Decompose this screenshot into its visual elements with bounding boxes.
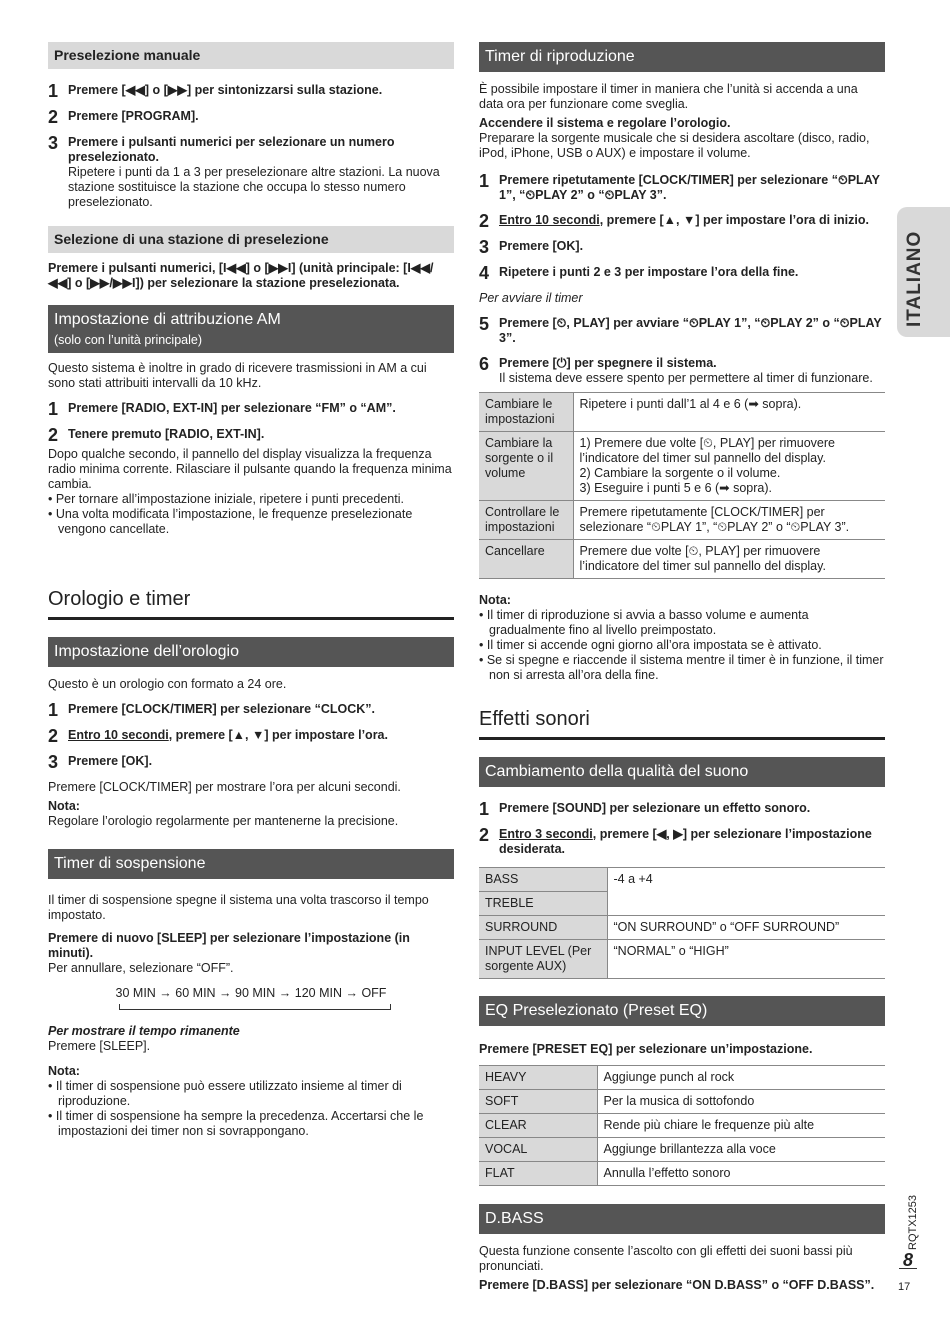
section-heading-clock: Impostazione dell’orologio [48,637,454,667]
language-side-tab: ITALIANO [897,207,950,337]
sleep-remain: Premere [SLEEP]. [48,1039,151,1053]
sleep-bullets: • Il timer di sospensione può essere utilizzato insieme al timer di riproduzione. • Il timer di sospensione ha sempre la precedenza. Accertarsi che le impostazioni dei timer non si sovrappongano. [48,1079,424,1138]
table-row: INPUT LEVEL (Per sorgente AUX) “NORMAL” o “HIGH” [479,940,885,979]
left-column [48,42,454,1139]
clock-note: Regolare l’orologio regolarmente per mantenerne la precisione. [48,814,399,828]
clock-after: Premere [CLOCK/TIMER] per mostrare l’ora per alcuni secondi. [48,780,401,794]
table-row: VOCAL Aggiunge brillantezza alla voce [479,1138,885,1162]
sleep-intro: Il timer di sospensione spegne il sistema una volta trascorso il tempo impostato. [48,893,429,922]
dbass-text: Questa funzione consente l’ascolto con gli effetti dei suoni bassi più pronunciati. [479,1244,853,1273]
table-row: Cancellare Premere due volte [⏲, PLAY] per rimuovere l’indicatore del timer sul pannello del display. [479,540,885,579]
clock-step-1: 1 Premere [CLOCK/TIMER] per selezionare “CLOCK”. [48,700,376,720]
chapter-title-sound-effects: Effetti sonori [479,707,885,740]
sound-table [479,867,885,979]
timer-step-4: 4 Ripetere i punti 2 e 3 per impostare l’ora della fine. [479,263,799,283]
timer-step-3: 3 Premere [OK]. [479,237,584,257]
table-row: SURROUND “ON SURROUND” o “OFF SURROUND” [479,916,885,940]
am-step-2: 2 Tenere premuto [RADIO, EXT-IN]. [48,425,265,445]
timer-step-1: 1 Premere ripetutamente [CLOCK/TIMER] per selezionare “⏲PLAY 1”, “⏲PLAY 2” o “⏲PLAY 3”. [479,171,880,202]
section-heading-preset-eq: EQ Preselezionato (Preset EQ) [479,996,885,1026]
step-2: 2 Premere [PROGRAM]. [48,107,199,127]
chapter-title-clock-timer: Orologio e timer [48,587,454,620]
sound-step-1: 1 Premere [SOUND] per selezionare un effetto sonoro. [479,799,811,819]
sleep-note-label: Nota: [48,1064,80,1078]
section-heading-dbass: D.BASS [479,1204,885,1234]
timer-table [479,392,885,579]
table-row: BASS -4 a +4 [479,868,885,892]
play-timer-intro: È possibile impostare il timer in maniera che l’unità si accenda a una data ora per funzionare come sveglia. [479,82,858,111]
section-heading-am: Impostazione di attribuzione AM (solo con l’unità principale) [48,305,454,353]
table-row: Cambiare la sorgente o il volume 1) Premere due volte [⏲, PLAY] per rimuovere l’indicatore del timer sul pannello del display. 2) Cambiare la sorgente o il volume. 3) Eseguire i punti 5 e 6 (➡ sopra). [479,432,885,501]
am-step-1: 1 Premere [RADIO, EXT-IN] per selezionare “FM” o “AM”. [48,399,396,419]
table-row: HEAVY Aggiunge punch al rock [479,1066,885,1090]
dbass-instruction: Premere [D.BASS] per selezionare “ON D.BASS” o “OFF D.BASS”. [479,1278,875,1292]
sleep-loop-arrow [119,1004,391,1010]
page-number: 8 [899,1253,917,1269]
preset-eq-text: Premere [PRESET EQ] per selezionare un’impostazione. [479,1042,813,1056]
section-heading-preset-manual: Preselezione manuale [48,42,454,69]
section-heading-play-timer: Timer di riproduzione [479,42,885,72]
document-code: RQTX1253 [907,1194,919,1250]
am-intro: Questo sistema è inoltre in grado di ricevere trasmissioni in AM a cui sono stati attribuiti intervalli da 10 kHz. [48,361,427,390]
clock-step-3: 3 Premere [OK]. [48,752,153,772]
timer-bullets: • Il timer di riproduzione si avvia a basso volume e aumenta gradualmente fino al livello preimpostato. • Il timer si accende ogni giorno all’ora impostata se è attivato. • Se si spegne e riaccende il sistema mentre il timer è in funzione, il timer non si arresta all’ora della fine. [479,608,884,682]
am-after: Dopo qualche secondo, il pannello del display visualizza la frequenza radio minima corrente. Rilasciare il pulsante quando la frequenza minima cambia. [48,447,452,491]
section-heading-sleep: Timer di sospensione [48,849,454,879]
table-row: SOFT Per la musica di sottofondo [479,1090,885,1114]
table-row: Controllare le impostazioni Premere ripetutamente [CLOCK/TIMER] per selezionare “⏲PLAY 1”, “⏲PLAY 2” o “⏲PLAY 3”. [479,501,885,540]
clock-intro: Questo è un orologio con formato a 24 ore. [48,677,287,691]
step-1: 1 Premere [◀◀] o [▶▶] per sintonizzarsi sulla stazione. [48,81,383,101]
page-number-small: 17 [898,1281,911,1293]
section-heading-sound-quality: Cambiamento della qualità del suono [479,757,885,787]
sleep-instruction: Premere di nuovo [SLEEP] per selezionare l’impostazione (in minuti). [48,931,410,960]
clock-note-label: Nota: [48,799,80,813]
preset-eq-table [479,1065,885,1186]
sleep-remain-title: Per mostrare il tempo rimanente [48,1024,240,1038]
step-3: 3 Premere i pulsanti numerici per selezionare un numero preselezionato. Ripetere i punti da 1 a 3 per preselezionare altre stazioni. La nuova stazione sostituisce la stazione che occupa lo stesso numero preselezionato. [48,133,440,209]
am-bullets: • Per tornare all’impostazione iniziale, ripetere i punti precedenti. • Una volta modificata l’impostazione, le frequenze preselezionate vengono cancellate. [48,492,413,536]
sound-step-2: 2 Entro 3 secondi, premere [◀, ▶] per selezionare l’impostazione desiderata. [479,825,872,856]
timer-step-2: 2 Entro 10 secondi, premere [▲, ▼] per impostare l’ora di inizio. [479,211,869,231]
table-row: TREBLE [479,892,885,916]
table-row: CLEAR Rende più chiare le frequenze più alte [479,1114,885,1138]
table-row: FLAT Annulla l’effetto sonoro [479,1162,885,1186]
right-column [479,42,885,1293]
sleep-sequence: 30 MIN → 60 MIN → 90 MIN → 120 MIN → OFF [48,986,454,1010]
section-heading-preset-select: Selezione di una stazione di preselezione [48,226,454,253]
play-timer-prep-title: Accendere il sistema e regolare l’orologio. [479,116,731,130]
timer-step-5: 5 Premere [⏲, PLAY] per avviare “⏲PLAY 1”, “⏲PLAY 2” o “⏲PLAY 3”. [479,314,882,345]
timer-note-label: Nota: [479,593,511,607]
preset-select-text: Premere i pulsanti numerici, [I◀◀] o [▶▶I] (unità principale: [I◀◀/◀◀] o [▶▶/▶▶I]) per selezionare la stazione preselezionata. [48,261,434,290]
timer-start-title: Per avviare il timer [479,291,583,305]
table-row: Cambiare le impostazioni Ripetere i punti dall’1 al 4 e 6 (➡ sopra). [479,393,885,432]
play-timer-prep: Preparare la sorgente musicale che si desidera ascoltare (disco, radio, iPod, iPhone, USB o AUX) e impostare il volume. [479,131,870,160]
clock-step-2: 2 Entro 10 secondi, premere [▲, ▼] per impostare l’ora. [48,726,388,746]
timer-step-6: 6 Premere [⏻] per spegnere il sistema. Il sistema deve essere spento per permettere al timer di funzionare. [479,354,873,385]
sleep-cancel: Per annullare, selezionare “OFF”. [48,961,234,975]
